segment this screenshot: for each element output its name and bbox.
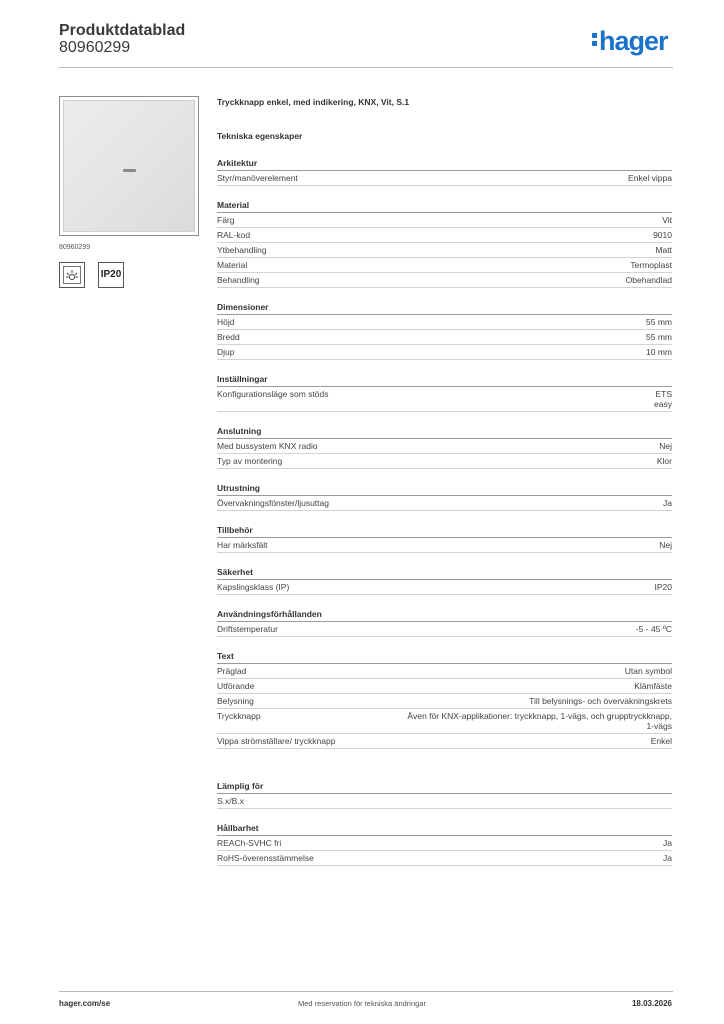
spec-value-line: Termoplast <box>630 260 672 270</box>
header-divider <box>59 67 673 68</box>
spec-section <box>217 567 672 595</box>
spec-row <box>217 387 672 412</box>
spec-row <box>217 345 672 360</box>
spec-sections <box>217 158 672 866</box>
spec-row <box>217 709 672 734</box>
footer-disclaimer: Med reservation för tekniska ändringar <box>298 999 426 1008</box>
spec-row <box>217 679 672 694</box>
spec-value-line: Obehandlad <box>625 275 672 285</box>
spec-value-line: Utan symbol <box>624 666 672 676</box>
logo-text: hager <box>599 26 668 56</box>
spec-value-line: Nej <box>659 540 672 550</box>
spec-label: Utförande <box>217 681 255 691</box>
spec-value-line: 9010 <box>653 230 672 240</box>
spec-row <box>217 580 672 595</box>
spec-label: Bredd <box>217 332 240 342</box>
spec-value-line: ETS <box>655 389 672 399</box>
spec-value-line: 55 mm <box>646 317 672 327</box>
spec-value-line: Ja <box>663 498 672 508</box>
spec-section <box>217 651 672 749</box>
spec-value-line: 10 mm <box>646 347 672 357</box>
spec-label: RoHS-överensstämmelse <box>217 853 314 863</box>
footer-website: hager.com/se <box>59 999 111 1008</box>
spec-value <box>646 332 672 342</box>
spec-label: Vippa strömställare/ tryckknapp <box>217 736 336 746</box>
spec-value-line: Ja <box>663 853 672 863</box>
spec-value-line: Ja <box>663 838 672 848</box>
spec-label: Präglad <box>217 666 247 676</box>
section-title: Anslutning <box>217 426 672 439</box>
spec-value <box>655 245 672 255</box>
spec-label: Styr/manöverelement <box>217 173 298 183</box>
spec-value-line: IP20 <box>654 582 672 592</box>
spec-value <box>626 275 672 285</box>
spec-value <box>636 624 672 634</box>
spec-value <box>662 215 672 225</box>
spec-row <box>217 273 672 288</box>
spec-label: Konfigurationsläge som stöds <box>217 389 329 399</box>
spec-value-line: Enkel <box>650 736 672 746</box>
footer-date: 18.03.2026 <box>631 999 672 1008</box>
section-title: Arkitektur <box>217 158 672 171</box>
spec-label: S.x/B.x <box>217 796 244 806</box>
spec-value-line: 1-vägs <box>646 721 672 731</box>
spec-row <box>217 694 672 709</box>
spec-value <box>630 260 672 270</box>
spec-row <box>217 836 672 851</box>
spec-value-line: Vit <box>662 215 672 225</box>
spec-value <box>407 711 672 731</box>
section-title: Inställningar <box>217 374 672 387</box>
spec-row <box>217 851 672 866</box>
spec-value <box>634 681 672 691</box>
logo-dots-icon <box>592 30 597 49</box>
spec-row <box>217 794 672 809</box>
spec-value <box>529 696 672 706</box>
spec-section <box>217 158 672 186</box>
section-title: Lämplig för <box>217 781 672 794</box>
spec-row <box>217 243 672 258</box>
spec-section <box>217 200 672 288</box>
spec-label: Belysning <box>217 696 254 706</box>
spec-section <box>217 302 672 360</box>
section-title: Tillbehör <box>217 525 672 538</box>
spec-value <box>663 838 672 848</box>
spec-section <box>217 781 672 809</box>
spec-value-line: easy <box>654 399 672 409</box>
brand-logo <box>592 26 668 56</box>
spec-content <box>217 97 672 866</box>
spec-label: RAL-kod <box>217 230 251 240</box>
spec-label: Material <box>217 260 248 270</box>
spec-row <box>217 664 672 679</box>
spec-value <box>625 666 672 676</box>
spec-label: Höjd <box>217 317 235 327</box>
spec-value <box>663 853 672 863</box>
spec-value <box>657 456 672 466</box>
product-image <box>59 96 199 236</box>
spec-value <box>653 230 672 240</box>
spec-row <box>217 315 672 330</box>
spec-value <box>654 389 672 409</box>
spec-label: Driftstemperatur <box>217 624 278 634</box>
spec-value <box>659 441 672 451</box>
spec-value <box>646 317 672 327</box>
spec-value <box>659 540 672 550</box>
spec-value-line: Nej <box>659 441 672 451</box>
spec-row <box>217 171 672 186</box>
spec-section <box>217 426 672 469</box>
spec-row <box>217 213 672 228</box>
spec-label: Med bussystem KNX radio <box>217 441 318 451</box>
spec-section <box>217 483 672 511</box>
spec-row <box>217 330 672 345</box>
spec-label: Färg <box>217 215 235 225</box>
spec-section <box>217 823 672 866</box>
section-title: Hållbarhet <box>217 823 672 836</box>
spec-value <box>646 347 672 357</box>
spec-row <box>217 454 672 469</box>
spec-label: Djup <box>217 347 235 357</box>
spec-value-line: Klor <box>656 456 672 466</box>
spec-label: Har märksfält <box>217 540 268 550</box>
spec-section <box>217 609 672 637</box>
spec-value-line: 55 mm <box>646 332 672 342</box>
spec-value-line: Matt <box>655 245 672 255</box>
spec-label: Övervakningsfönster/ljusuttag <box>217 498 329 508</box>
spec-row <box>217 622 672 637</box>
spec-row <box>217 538 672 553</box>
spec-label: Behandling <box>217 275 260 285</box>
section-title: Säkerhet <box>217 567 672 580</box>
section-title: Användningsförhållanden <box>217 609 672 622</box>
product-name: Tryckknapp enkel, med indikering, KNX, Vit, S.1 <box>217 97 410 107</box>
product-number: 80960299 <box>59 39 131 56</box>
spec-value-line: -5 - 45 ºC <box>635 624 672 634</box>
light-indicator-icon <box>59 262 85 288</box>
spec-label: Kapslingsklass (IP) <box>217 582 290 592</box>
spec-value <box>651 736 672 746</box>
spec-label: Ytbehandling <box>217 245 267 255</box>
image-caption: 80960299 <box>59 244 91 251</box>
spec-value-line: Klämfäste <box>634 681 672 691</box>
section-title: Material <box>217 200 672 213</box>
section-title: Utrustning <box>217 483 672 496</box>
page-title: Produktdatablad <box>59 22 186 39</box>
spec-value <box>655 582 673 592</box>
spec-section <box>217 525 672 553</box>
spec-row <box>217 734 672 749</box>
spec-subtitle: Tekniska egenskaper <box>217 131 303 141</box>
spec-label: Tryckknapp <box>217 711 261 721</box>
indicator-led <box>123 169 136 172</box>
spec-row <box>217 228 672 243</box>
ip-rating-badge: IP20 <box>98 262 124 288</box>
spec-label: Typ av montering <box>217 456 283 466</box>
spec-value <box>628 173 672 183</box>
spec-value-line: Enkel vippa <box>628 173 672 183</box>
spec-section <box>217 374 672 412</box>
spec-value-line: Även för KNX-applikationer: tryckknapp, 1-vägs, och grupptryckknapp, <box>407 711 672 721</box>
spec-row <box>217 496 672 511</box>
section-title: Dimensioner <box>217 302 672 315</box>
footer-divider <box>59 991 673 992</box>
spec-label: REACh-SVHC fri <box>217 838 282 848</box>
spec-value-line: Till belysnings- och övervakningskrets <box>529 696 672 706</box>
spec-row <box>217 258 672 273</box>
spec-row <box>217 439 672 454</box>
spec-value <box>663 498 672 508</box>
section-title: Text <box>217 651 672 664</box>
